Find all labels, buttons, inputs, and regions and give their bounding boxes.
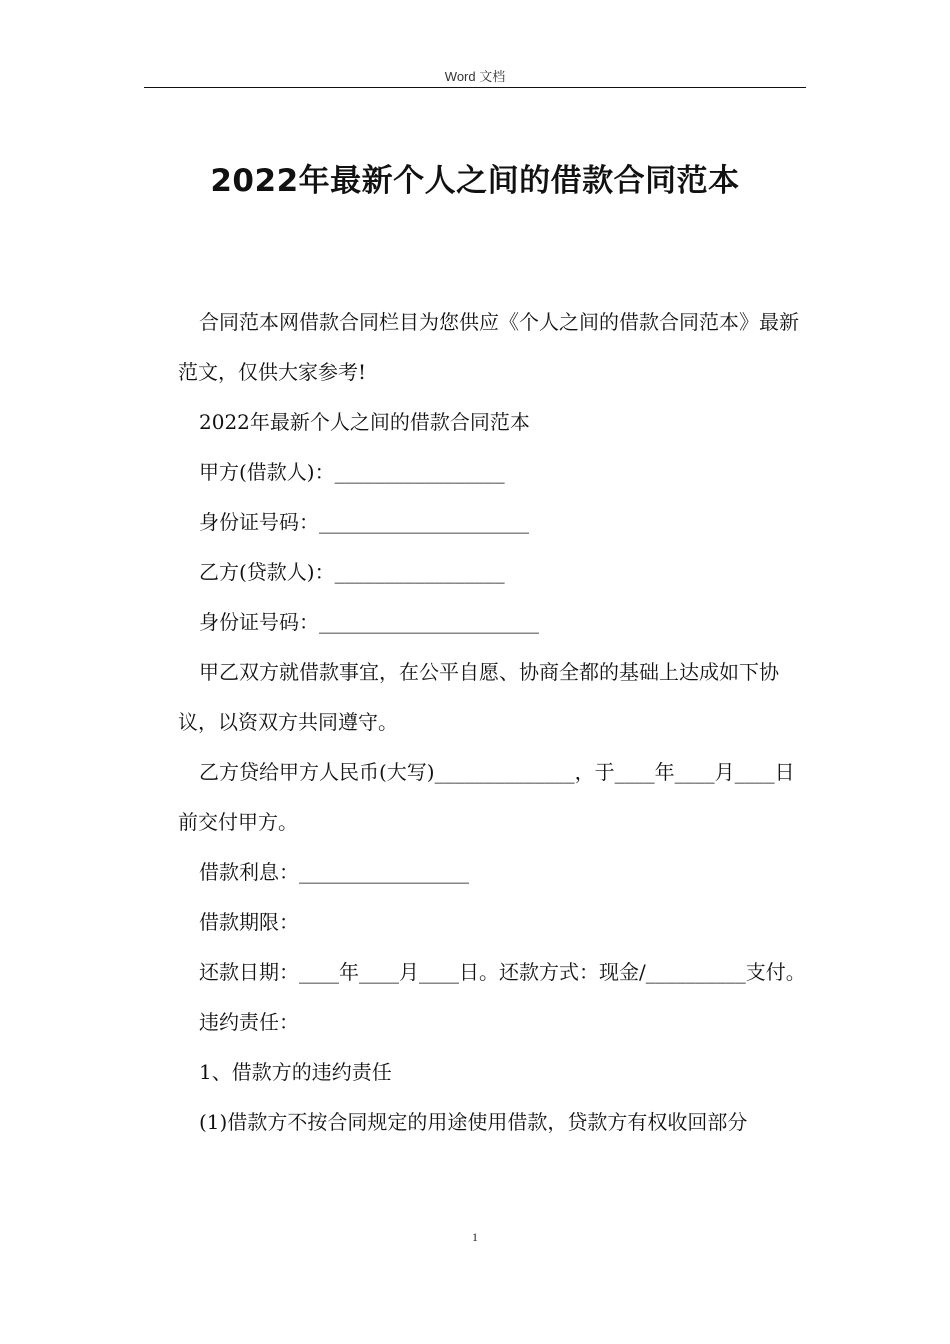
paragraph-intro: 合同范本网借款合同栏目为您供应《个人之间的借款合同范本》最新范文，仅供大家参考!	[178, 310, 799, 384]
page-header: Word 文档	[444, 69, 506, 84]
paragraph-agreement: 甲乙双方就借款事宜，在公平自愿、协商全都的基础上达成如下协议，以资双方共同遵守。	[178, 660, 779, 734]
paragraph-interest: 借款利息：_________________	[199, 860, 469, 884]
paragraph-party-b-id: 身份证号码：______________________	[199, 610, 539, 634]
paragraph-party-a-id: 身份证号码：_____________________	[199, 510, 529, 534]
paragraph-repayment: 还款日期：____年____月____日。还款方式：现金/__________支付。	[199, 960, 806, 984]
paragraph-borrower-liability: 1、借款方的违约责任	[199, 1060, 392, 1084]
paragraph-term: 借款期限：	[199, 910, 299, 934]
document-body	[178, 297, 806, 1147]
document-title: 2022年最新个人之间的借款合同范本	[210, 163, 740, 199]
paragraph-clause-1: (1)借款方不按合同规定的用途使用借款，贷款方有权收回部分	[199, 1110, 748, 1134]
page-number: 1	[472, 1230, 478, 1244]
paragraph-loan-amount: 乙方贷给甲方人民币(大写)______________，于____年____月____日前交付甲方。	[178, 760, 795, 834]
paragraph-subtitle: 2022年最新个人之间的借款合同范本	[199, 410, 530, 434]
paragraph-liability: 违约责任：	[199, 1010, 299, 1034]
paragraph-party-b: 乙方(贷款人)：_________________	[199, 560, 505, 584]
paragraph-party-a: 甲方(借款人)：_________________	[199, 460, 505, 484]
header-divider	[144, 87, 806, 88]
